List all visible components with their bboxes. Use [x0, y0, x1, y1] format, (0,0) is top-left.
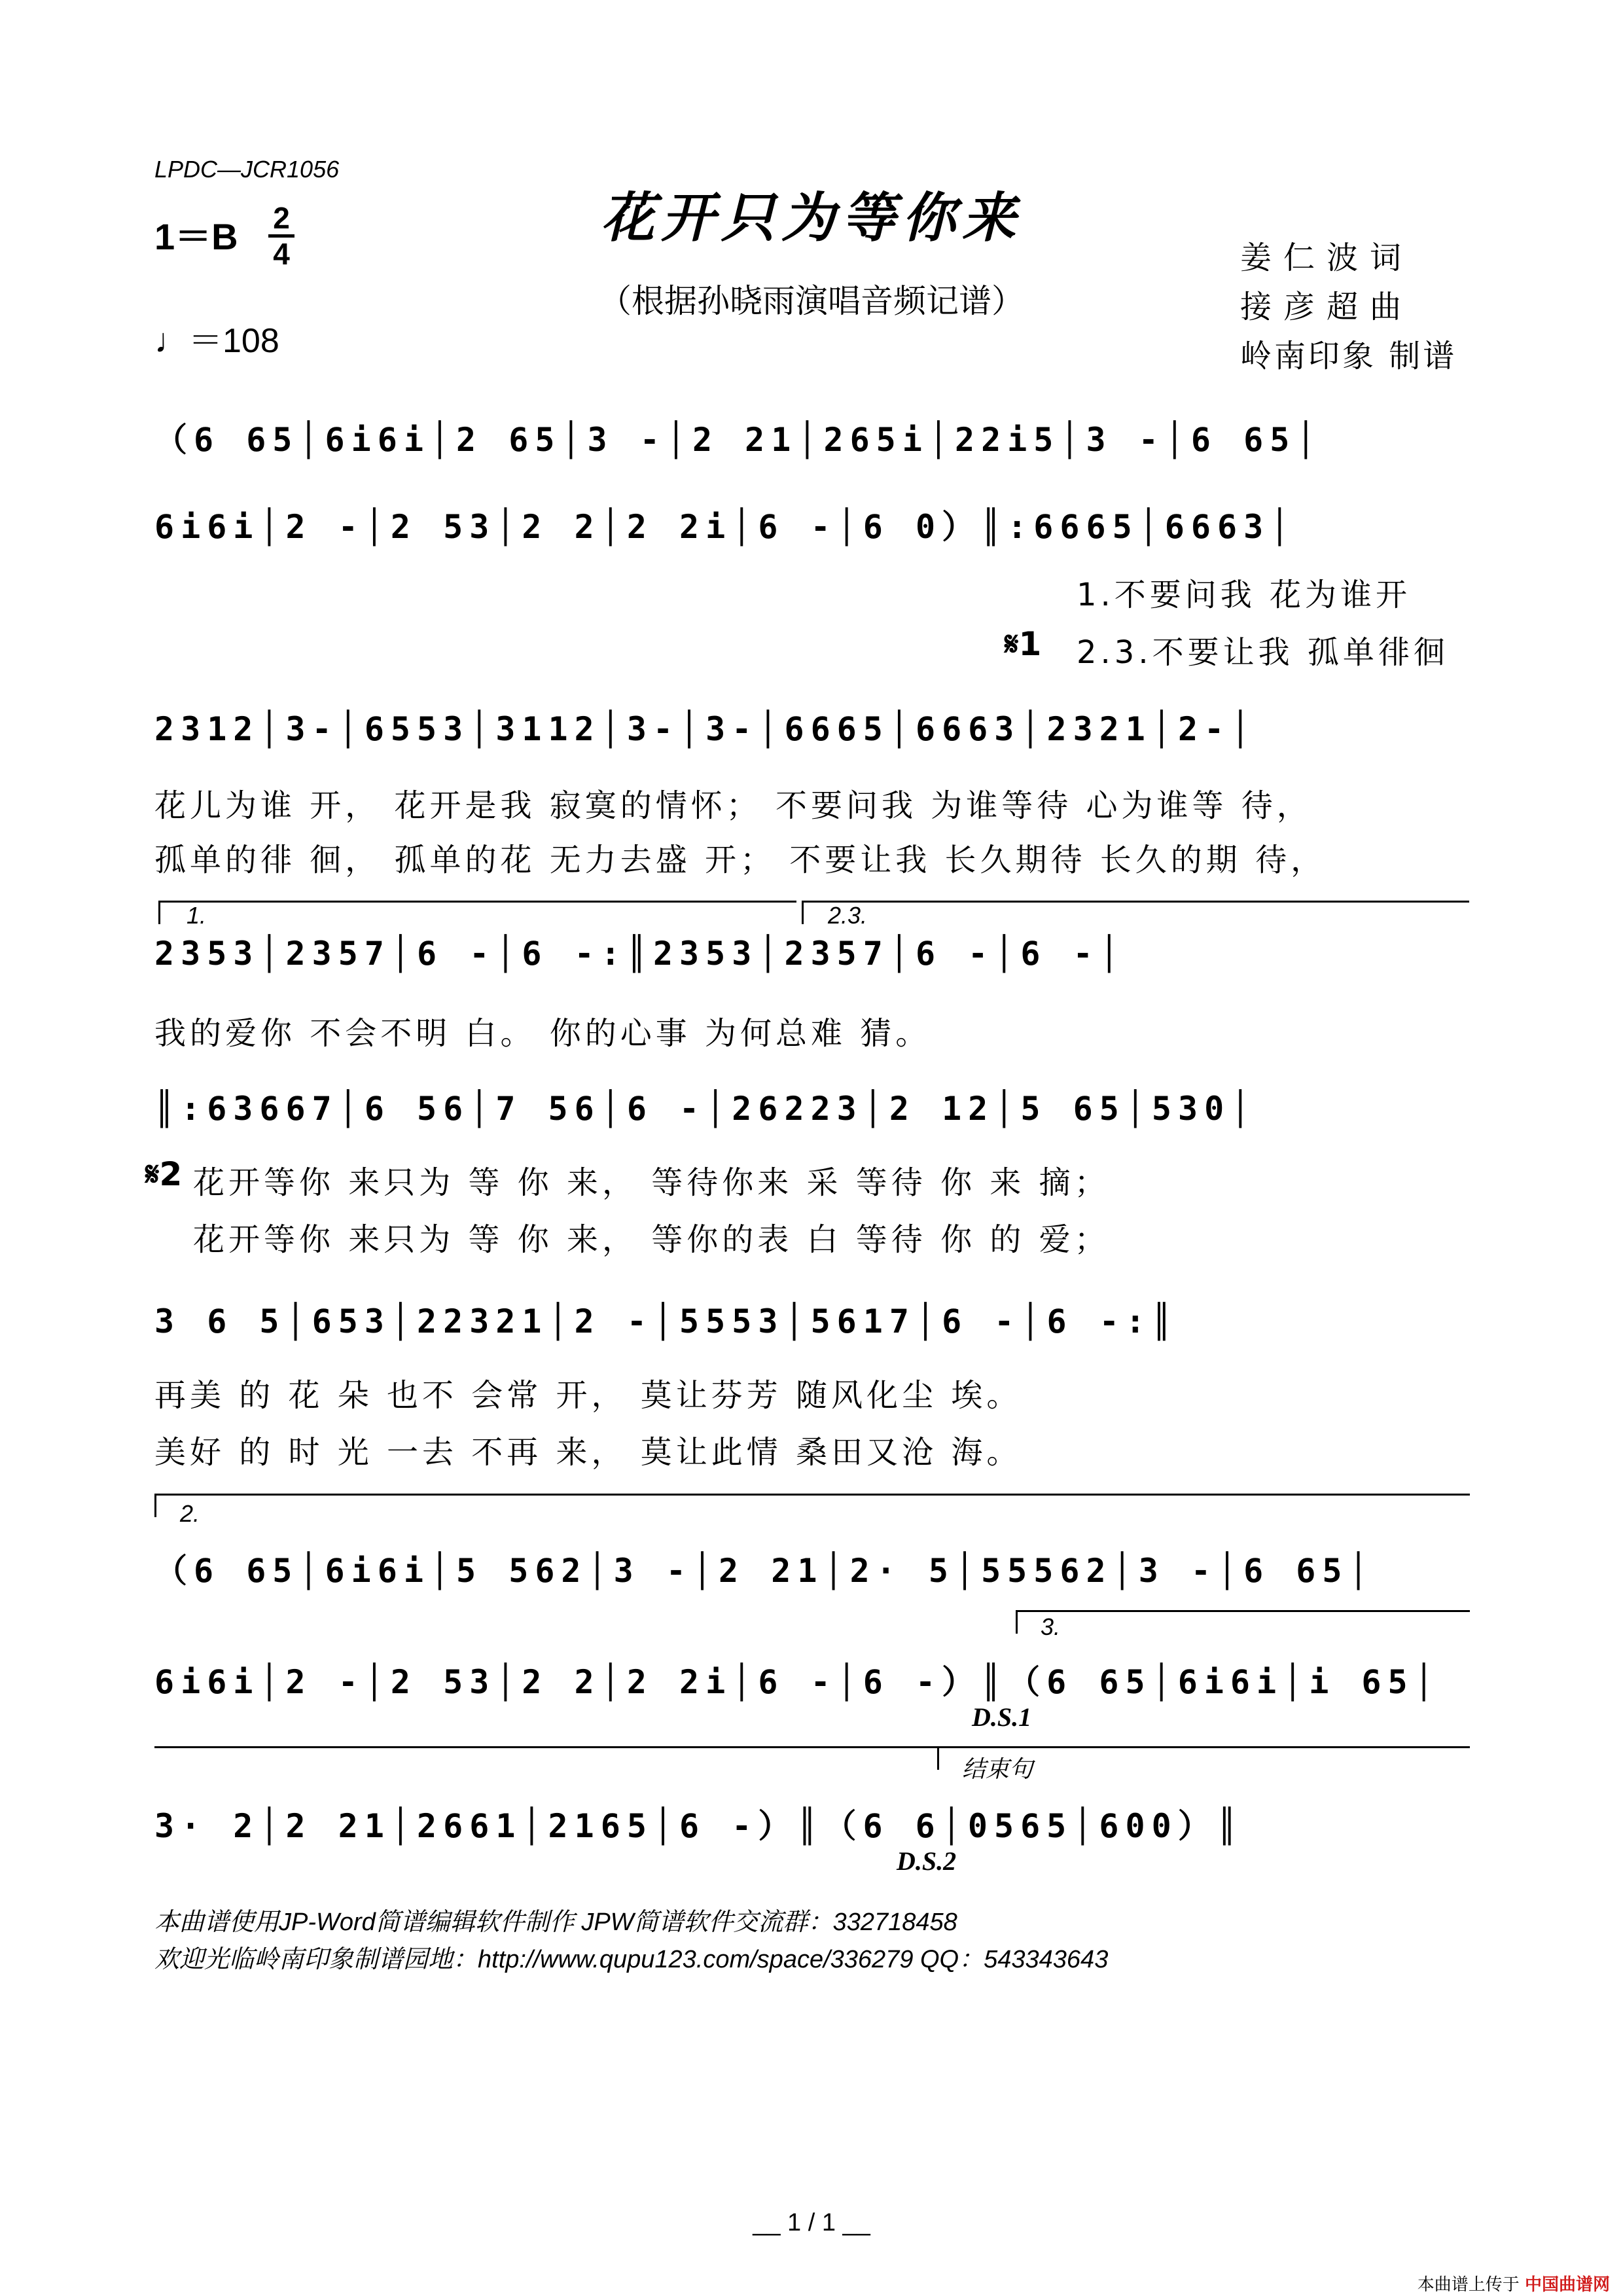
- lyrics-row-5-line-2: 花开等你 来只为 等 你 来， 等你的表 白 等待 你 的 爱；: [193, 1221, 1110, 1258]
- volta-label-23: 2.3.: [828, 902, 868, 929]
- ending-bracket: [937, 1746, 1470, 1748]
- segno-1: 𝄋1: [1005, 625, 1042, 663]
- footer-line-2: 欢迎光临岭南印象制谱园地：http://www.qupu123.com/space/336279 QQ：543343643: [154, 1946, 1109, 1973]
- notation-row-6: 3 6 5│653│22321│2 -│5553│5617│6 -│6 -:║: [154, 1302, 1178, 1340]
- song-title: 花开只为等你来: [601, 187, 1022, 249]
- notation-row-8: 6i6i│2 -│2 53│2 2│2 2i│6 -│6 -）║（6 65│6i6i│i 65│: [154, 1663, 1440, 1701]
- segno-2: 𝄋2: [145, 1155, 183, 1193]
- ds-marking-1: D.S.1: [972, 1702, 1032, 1732]
- score-code: LPDC—JCR1056: [154, 156, 340, 183]
- page-number: __ 1 / 1 __: [753, 2209, 870, 2236]
- notation-row-2: 6i6i│2 -│2 53│2 2│2 2i│6 -│6 0）║:6665│6663│: [154, 508, 1296, 546]
- notation-row-4: 2353│2357│6 -│6 -:║2353│2357│6 -│6 -│: [154, 935, 1126, 973]
- lyrics-row-3-line-2: 孤单的徘 徊， 孤单的花 无力去盛 开； 不要让我 长久期待 长久的期 待，: [154, 842, 1327, 878]
- lyrics-row-6-line-2: 美好 的 时 光 一去 不再 来， 莫让此情 桑田又沧 海。: [154, 1434, 1022, 1471]
- time-signature-bottom: 4: [273, 237, 290, 271]
- notation-row-1: （6 65│6i6i│2 65│3 -│2 21│265i│22i5│3 -│6 65│: [154, 421, 1323, 459]
- volta-bracket-2-tick: [154, 1494, 156, 1517]
- lyrics-row-6-line-1: 再美 的 花 朵 也不 会常 开， 莫让芬芳 随风化尘 埃。: [154, 1377, 1022, 1414]
- volta-bracket-3: [1016, 1610, 1470, 1612]
- lyrics-row-5-line-1: 花开等你 来只为 等 你 来， 等待你来 采 等待 你 来 摘；: [193, 1164, 1110, 1201]
- volta-bracket-2: [154, 1494, 1470, 1496]
- footer-line-1: 本曲谱使用JP-Word简谱编辑软件制作 JPW简谱软件交流群：332718458: [154, 1909, 957, 1936]
- volta-bracket-1: [158, 901, 796, 903]
- watermark: [1418, 2271, 1610, 2295]
- notation-row-9: 3· 2│2 21│2661│2165│6 -）║（6 6│0565│600）║: [154, 1807, 1243, 1845]
- volta-label-2: 2.: [180, 1500, 200, 1527]
- lyrics-row-2-verse-23: 2.3.不要让我 孤单徘徊: [1077, 634, 1449, 671]
- time-signature: [268, 203, 294, 269]
- composer-credit: 接彦超曲: [1240, 289, 1414, 325]
- notation-row-3: 2312│3-│6553│3112│3-│3-│6665│6663│2321│2-│: [154, 710, 1257, 748]
- volta-label-1: 1.: [187, 902, 207, 929]
- volta-bracket-23: [802, 901, 1469, 903]
- notation-row-7: （6 65│6i6i│5 562│3 -│2 21│2· 5│55562│3 -│6 65│: [154, 1552, 1375, 1590]
- watermark-text: 本曲谱上传于: [1417, 2275, 1520, 2295]
- notation-row-5: ║:63667│6 56│7 56│6 -│26223│2 12│5 65│530│: [154, 1090, 1257, 1128]
- watermark-logo: 中国曲谱网: [1524, 2275, 1610, 2295]
- volta-label-3: 3.: [1041, 1613, 1061, 1640]
- lyrics-row-4-line-1: 我的爱你 不会不明 白。 你的心事 为何总难 猜。: [154, 1015, 931, 1052]
- time-signature-top: 2: [273, 201, 290, 235]
- ending-label: 结束句: [962, 1755, 1033, 1782]
- tempo-marking: ♩＝108: [154, 322, 279, 360]
- ds-marking-2: D.S.2: [897, 1846, 957, 1876]
- song-subtitle: （根据孙晓雨演唱音频记谱）: [599, 282, 1024, 320]
- arranger-credit: 岭南印象 制谱: [1240, 338, 1457, 374]
- volta-bracket-3-tick: [1016, 1610, 1018, 1634]
- divider-rule: [154, 1746, 1005, 1748]
- key-signature: 1＝B: [154, 216, 238, 257]
- ending-bracket-tick: [937, 1746, 939, 1770]
- volta-bracket-1-tick: [158, 901, 160, 924]
- lyrics-row-2-verse-1: 1.不要问我 花为谁开: [1077, 577, 1412, 613]
- lyrics-row-3-line-1: 花儿为谁 开， 花开是我 寂寞的情怀； 不要问我 为谁等待 心为谁等 待，: [154, 787, 1312, 824]
- volta-bracket-23-tick: [802, 901, 804, 924]
- lyricist-credit: 姜仁波词: [1240, 240, 1414, 276]
